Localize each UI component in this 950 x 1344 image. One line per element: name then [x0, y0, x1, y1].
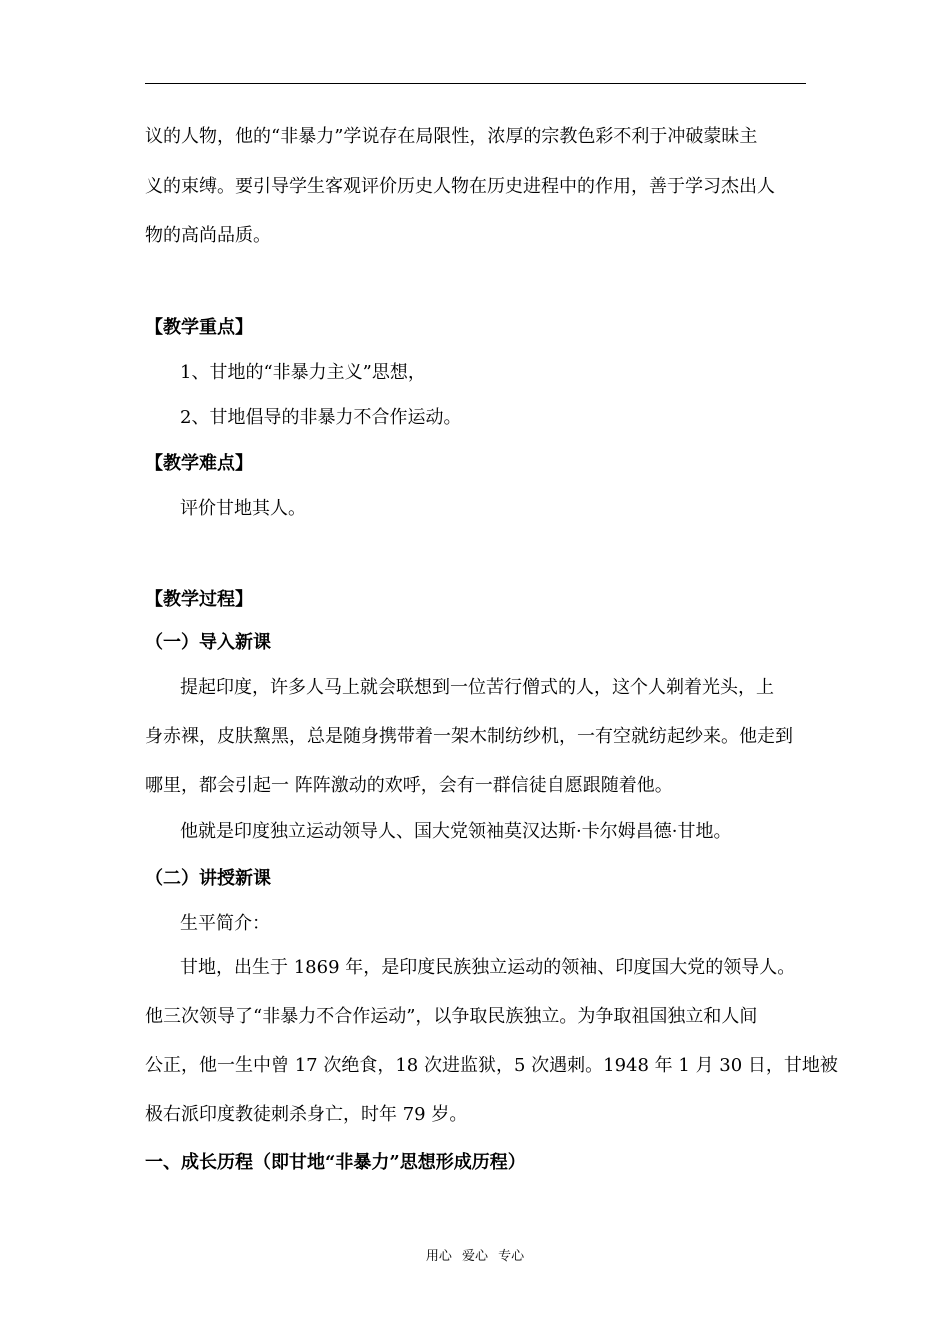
section1-heading: （一）导入新课 — [145, 632, 271, 653]
bio-label: 生平简介： — [180, 913, 270, 934]
key-point-item: 1、甘地的“非暴力主义”思想， — [180, 362, 426, 383]
header-rule — [145, 83, 806, 84]
section2-heading: （二）讲授新课 — [145, 868, 271, 889]
key-point-item: 2、甘地倡导的非暴力不合作运动。 — [180, 407, 462, 428]
intro-line: 义的束缚。要引导学生客观评价历史人物在历史进程中的作用，善于学习杰出人 — [145, 176, 775, 197]
part1-heading: 一、成长历程（即甘地“非暴力”思想形成历程） — [145, 1152, 526, 1173]
section1-line: 哪里，都会引起一 阵阵激动的欢呼，会有一群信徒自愿跟随着他。 — [145, 775, 673, 796]
intro-line: 物的高尚品质。 — [145, 225, 271, 246]
section1-line: 他就是印度独立运动领导人、国大党领袖莫汉达斯·卡尔姆昌德·甘地。 — [180, 821, 732, 842]
section1-line: 提起印度，许多人马上就会联想到一位苦行僧式的人，这个人剃着光头，上 — [180, 677, 774, 698]
bio-line: 他三次领导了“非暴力不合作运动”，以争取民族独立。为争取祖国独立和人间 — [145, 1006, 758, 1027]
intro-line: 议的人物，他的“非暴力”学说存在局限性，浓厚的宗教色彩不利于冲破蒙昧主 — [145, 126, 758, 147]
section1-line: 身赤裸，皮肤黧黑，总是随身携带着一架木制纺纱机，一有空就纺起纱来。他走到 — [145, 726, 793, 747]
key-points-heading: 【教学重点】 — [145, 317, 253, 338]
bio-line: 极右派印度教徒刺杀身亡，时年 79 岁。 — [145, 1104, 468, 1125]
process-heading: 【教学过程】 — [145, 589, 253, 610]
bio-line: 甘地，出生于 1869 年，是印度民族独立运动的领袖、印度国大党的领导人。 — [180, 957, 796, 978]
difficulty-text: 评价甘地其人。 — [180, 498, 306, 519]
bio-line: 公正，他一生中曾 17 次绝食，18 次进监狱，5 次遇刺。1948 年 1 月 30 日，甘地被 — [145, 1055, 838, 1076]
difficulty-heading: 【教学难点】 — [145, 453, 253, 474]
page-footer: 用心 爱心 专心 — [425, 1249, 525, 1264]
